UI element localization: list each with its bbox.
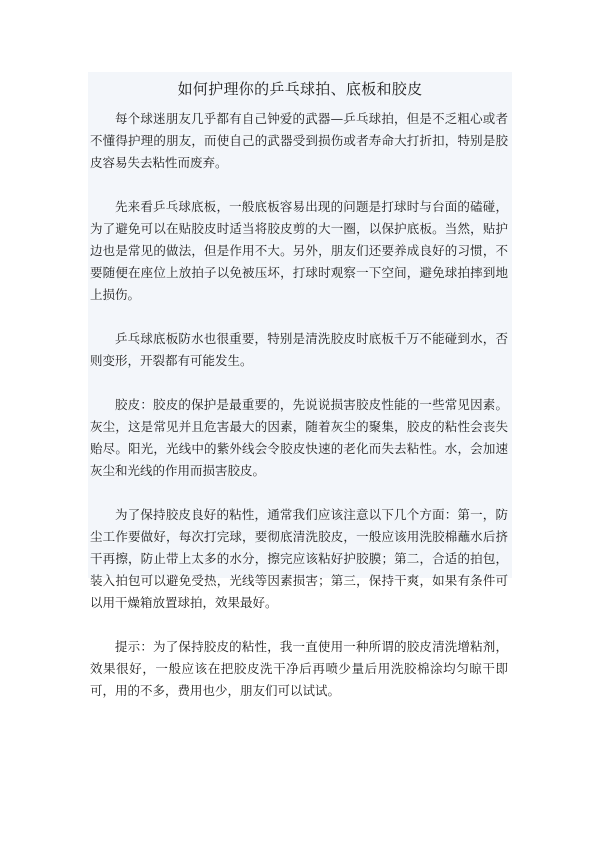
article bbox=[88, 72, 512, 698]
paragraph-intro: 每个球迷朋友几乎都有自己钟爱的武器—乒乓球拍，但是不乏粗心或者不懂得护理的朋友，而使自己的武器受到损伤或者寿命大打折扣，特别是胶皮容易失去粘性而废弃。 bbox=[90, 111, 508, 170]
paragraph-tack-care: 为了保持胶皮良好的粘性，通常我们应该注意以下几个方面：第一，防尘工作要做好，每次打完球，要彻底清洗胶皮，一般应该用洗胶棉蘸水后挤干再擦，防止带上太多的水分，擦完应该粘好护胶膜；第二，合适的拍包，装入拍包可以避免受热，光线等因素损害；第三，保持干爽，如果有条件可以用干燥箱放置球拍，效果最好。 bbox=[90, 507, 508, 610]
paragraph-waterproof: 乒乓球底板防水也很重要，特别是清洗胶皮时底板千万不能碰到水，否则变形，开裂都有可能发生。 bbox=[90, 331, 508, 368]
paragraph-tip: 提示：为了保持胶皮的粘性，我一直使用一种所谓的胶皮清洗增粘剂，效果很好，一般应该在把胶皮洗干净后再喷少量后用洗胶棉涂均匀晾干即可，用的不多，费用也少，朋友们可以试试。 bbox=[90, 639, 508, 698]
paragraph-blade: 先来看乒乓球底板，一般底板容易出现的问题是打球时与台面的磕碰，为了避免可以在贴胶皮时适当将胶皮剪的大一圈，以保护底板。当然，贴护边也是常见的做法，但是作用不大。另外，朋友们还要养成良好的习惯，不要随便在座位上放拍子以免被压坏，打球时观察一下空间，避免球拍摔到地上损伤。 bbox=[90, 199, 508, 302]
paragraph-rubber: 胶皮：胶皮的保护是最重要的，先说说损害胶皮性能的一些常见因素。灰尘，这是常见并且危害最大的因素，随着灰尘的聚集，胶皮的粘性会丧失贻尽。阳光，光线中的紫外线会令胶皮快速的老化而失去粘性。水，会加速灰尘和光线的作用而损害胶皮。 bbox=[90, 397, 508, 478]
article-title: 如何护理你的乒乓球拍、底板和胶皮 bbox=[177, 80, 423, 98]
